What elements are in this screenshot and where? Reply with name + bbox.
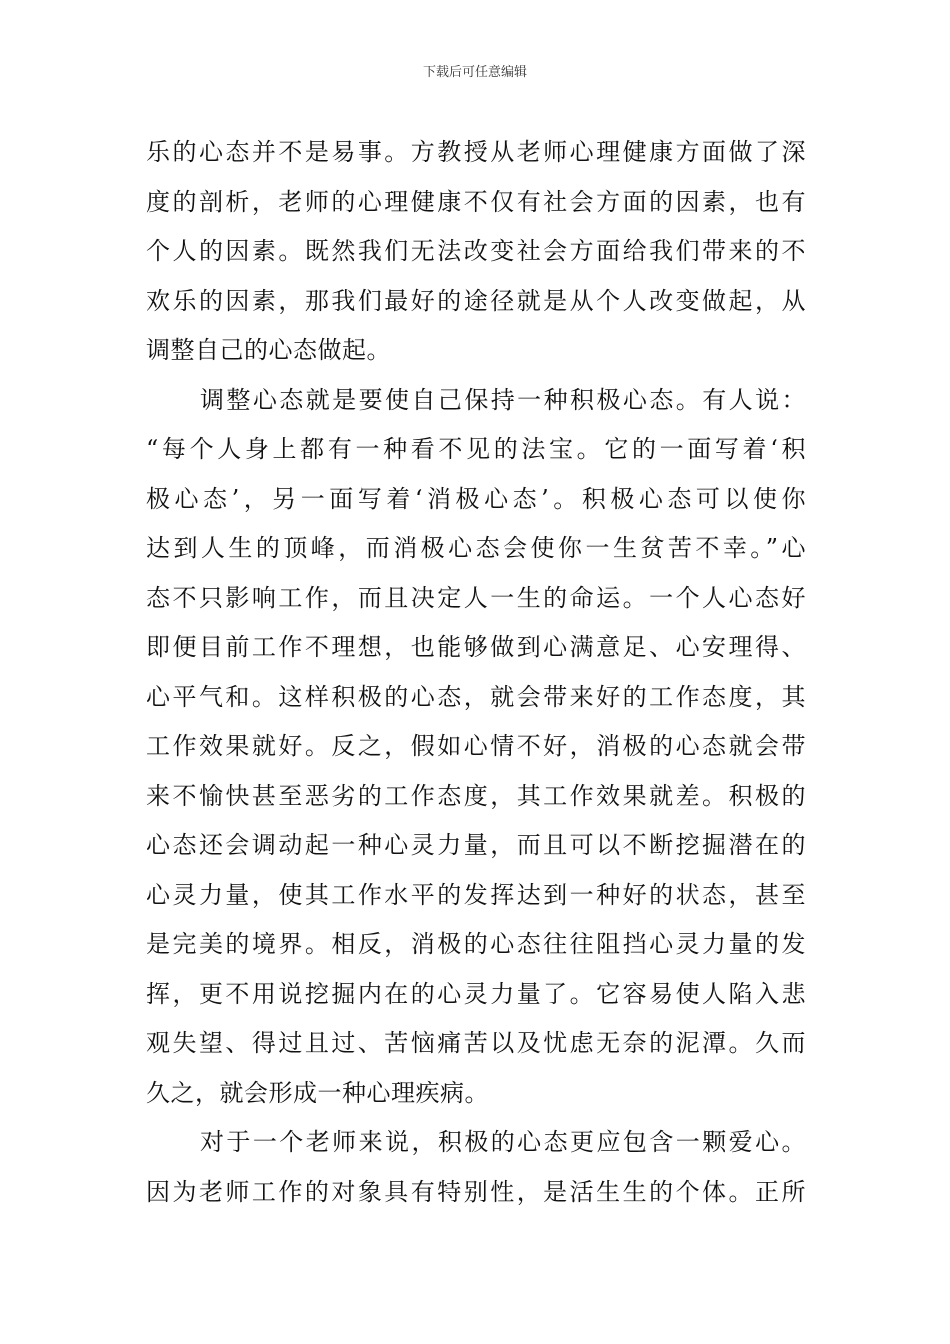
text-line: 欢乐的因素，那我们最好的途径就是从个人改变做起，从: [146, 286, 806, 315]
text-line: 工作效果就好。反之，假如心情不好，消极的心态就会带: [146, 732, 806, 760]
text-line: “每个人身上都有一种看不见的法宝。它的一面写着‘积: [146, 435, 806, 463]
text-line: 达到人生的顶峰，而消极心态会使你一生贫苦不幸。”心: [146, 534, 806, 562]
text-line: 心平气和。这样积极的心态，就会带来好的工作态度，其: [146, 682, 806, 711]
text-line: 度的剖析，老师的心理健康不仅有社会方面的因素，也有: [146, 187, 806, 216]
text-line: 挥，更不用说挖掘内在的心灵力量了。它容易使人陷入悲: [146, 979, 806, 1008]
text-line: 来不愉快甚至恶劣的工作态度，其工作效果就差。积极的: [146, 781, 806, 810]
text-line: 调整心态就是要使自己保持一种积极心态。有人说：: [200, 385, 806, 414]
text-line: 乐的心态并不是易事。方教授从老师心理健康方面做了深: [146, 138, 806, 166]
page-header: 下载后可任意编辑: [422, 65, 527, 80]
text-line: 态不只影响工作，而且决定人一生的命运。一个人心态好: [146, 583, 806, 612]
text-line: 极心态’，另一面写着‘消极心态’。积极心态可以使你: [146, 484, 806, 513]
text-line: 久之，就会形成一种心理疾病。: [146, 1078, 489, 1107]
text-line: 心灵力量，使其工作水平的发挥达到一种好的状态，甚至: [146, 880, 806, 909]
text-line: 个人的因素。既然我们无法改变社会方面给我们带来的不: [146, 237, 806, 265]
text-line: 对于一个老师来说，积极的心态更应包含一颗爱心。: [200, 1128, 806, 1156]
text-line: 调整自己的心态做起。: [146, 336, 391, 364]
text-line: 即便目前工作不理想，也能够做到心满意足、心安理得、: [146, 633, 806, 661]
document-body: [146, 128, 806, 1217]
text-line: 因为老师工作的对象具有特别性，是活生生的个体。正所: [146, 1177, 806, 1206]
text-line: 观失望、得过且过、苦恼痛苦以及忧虑无奈的泥潭。久而: [146, 1029, 806, 1057]
text-line: 是完美的境界。相反，消极的心态往往阻挡心灵力量的发: [146, 930, 806, 958]
text-line: 心态还会调动起一种心灵力量，而且可以不断挖掘潜在的: [146, 831, 806, 859]
